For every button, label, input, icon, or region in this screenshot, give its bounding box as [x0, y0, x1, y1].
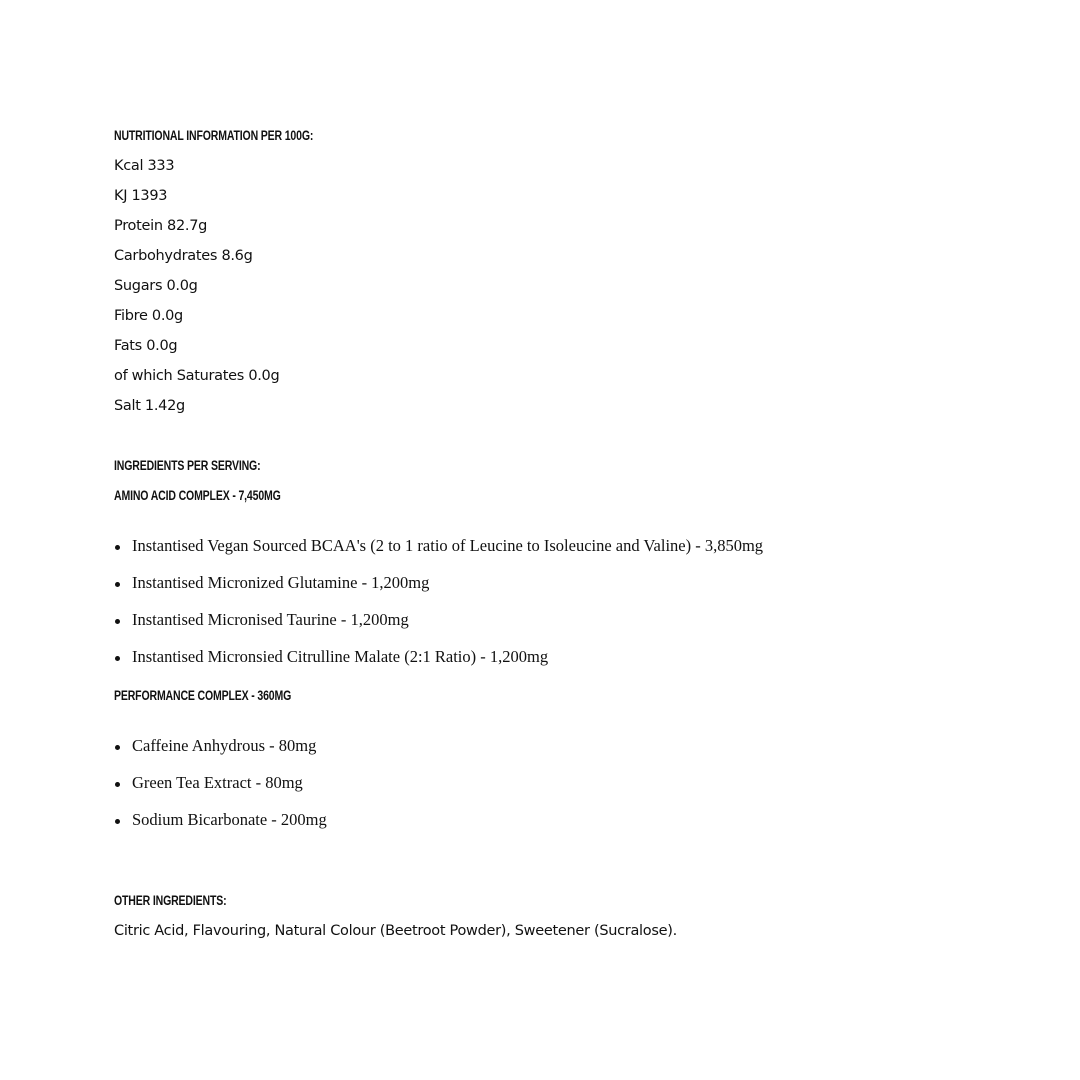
bullet-icon — [115, 819, 120, 824]
nutrition-row: of which Saturates 0.0g — [114, 368, 280, 384]
amino-complex-heading: AMINO ACID COMPLEX - 7,450MG — [114, 488, 281, 503]
nutrition-row: Protein 82.7g — [114, 218, 208, 234]
nutrition-row: Carbohydrates 8.6g — [114, 248, 253, 264]
list-item — [114, 801, 1014, 838]
product-info — [114, 127, 1014, 946]
nutrition-row: Kcal 333 — [114, 158, 175, 174]
list-item-text: Instantised Micronized Glutamine - 1,200mg — [132, 573, 430, 592]
other-ingredients-heading: OTHER INGREDIENTS: — [114, 893, 227, 908]
performance-complex-list — [114, 727, 1014, 838]
bullet-icon — [115, 619, 120, 624]
list-item — [114, 727, 1014, 764]
nutrition-row: Fats 0.0g — [114, 338, 178, 354]
nutrition-row: KJ 1393 — [114, 188, 168, 204]
amino-complex-list — [114, 527, 1014, 675]
list-item — [114, 601, 1014, 638]
list-item-text: Sodium Bicarbonate - 200mg — [132, 810, 327, 829]
bullet-icon — [115, 782, 120, 787]
list-item-text: Instantised Vegan Sourced BCAA's (2 to 1 ratio of Leucine to Isoleucine and Valine) - 3,850mg — [132, 536, 764, 555]
bullet-icon — [115, 745, 120, 750]
list-item — [114, 564, 1014, 601]
list-item — [114, 527, 1014, 564]
list-item-text: Instantised Micronsied Citrulline Malate (2:1 Ratio) - 1,200mg — [132, 647, 549, 666]
nutrition-row: Salt 1.42g — [114, 398, 185, 414]
nutrition-heading: NUTRITIONAL INFORMATION PER 100G: — [114, 128, 314, 143]
nutrition-row: Fibre 0.0g — [114, 308, 183, 324]
bullet-icon — [115, 582, 120, 587]
bullet-icon — [115, 545, 120, 550]
list-item-text: Caffeine Anhydrous - 80mg — [132, 736, 317, 755]
list-item — [114, 764, 1014, 801]
ingredients-heading: INGREDIENTS PER SERVING: — [114, 458, 261, 473]
bullet-icon — [115, 656, 120, 661]
performance-complex-heading: PERFORMANCE COMPLEX - 360MG — [114, 688, 292, 703]
list-item — [114, 638, 1014, 675]
other-ingredients-text: Citric Acid, Flavouring, Natural Colour (Beetroot Powder), Sweetener (Sucralose). — [114, 923, 677, 939]
nutrition-list — [114, 151, 1014, 421]
list-item-text: Instantised Micronised Taurine - 1,200mg — [132, 610, 409, 629]
list-item-text: Green Tea Extract - 80mg — [132, 773, 303, 792]
nutrition-row: Sugars 0.0g — [114, 278, 198, 294]
